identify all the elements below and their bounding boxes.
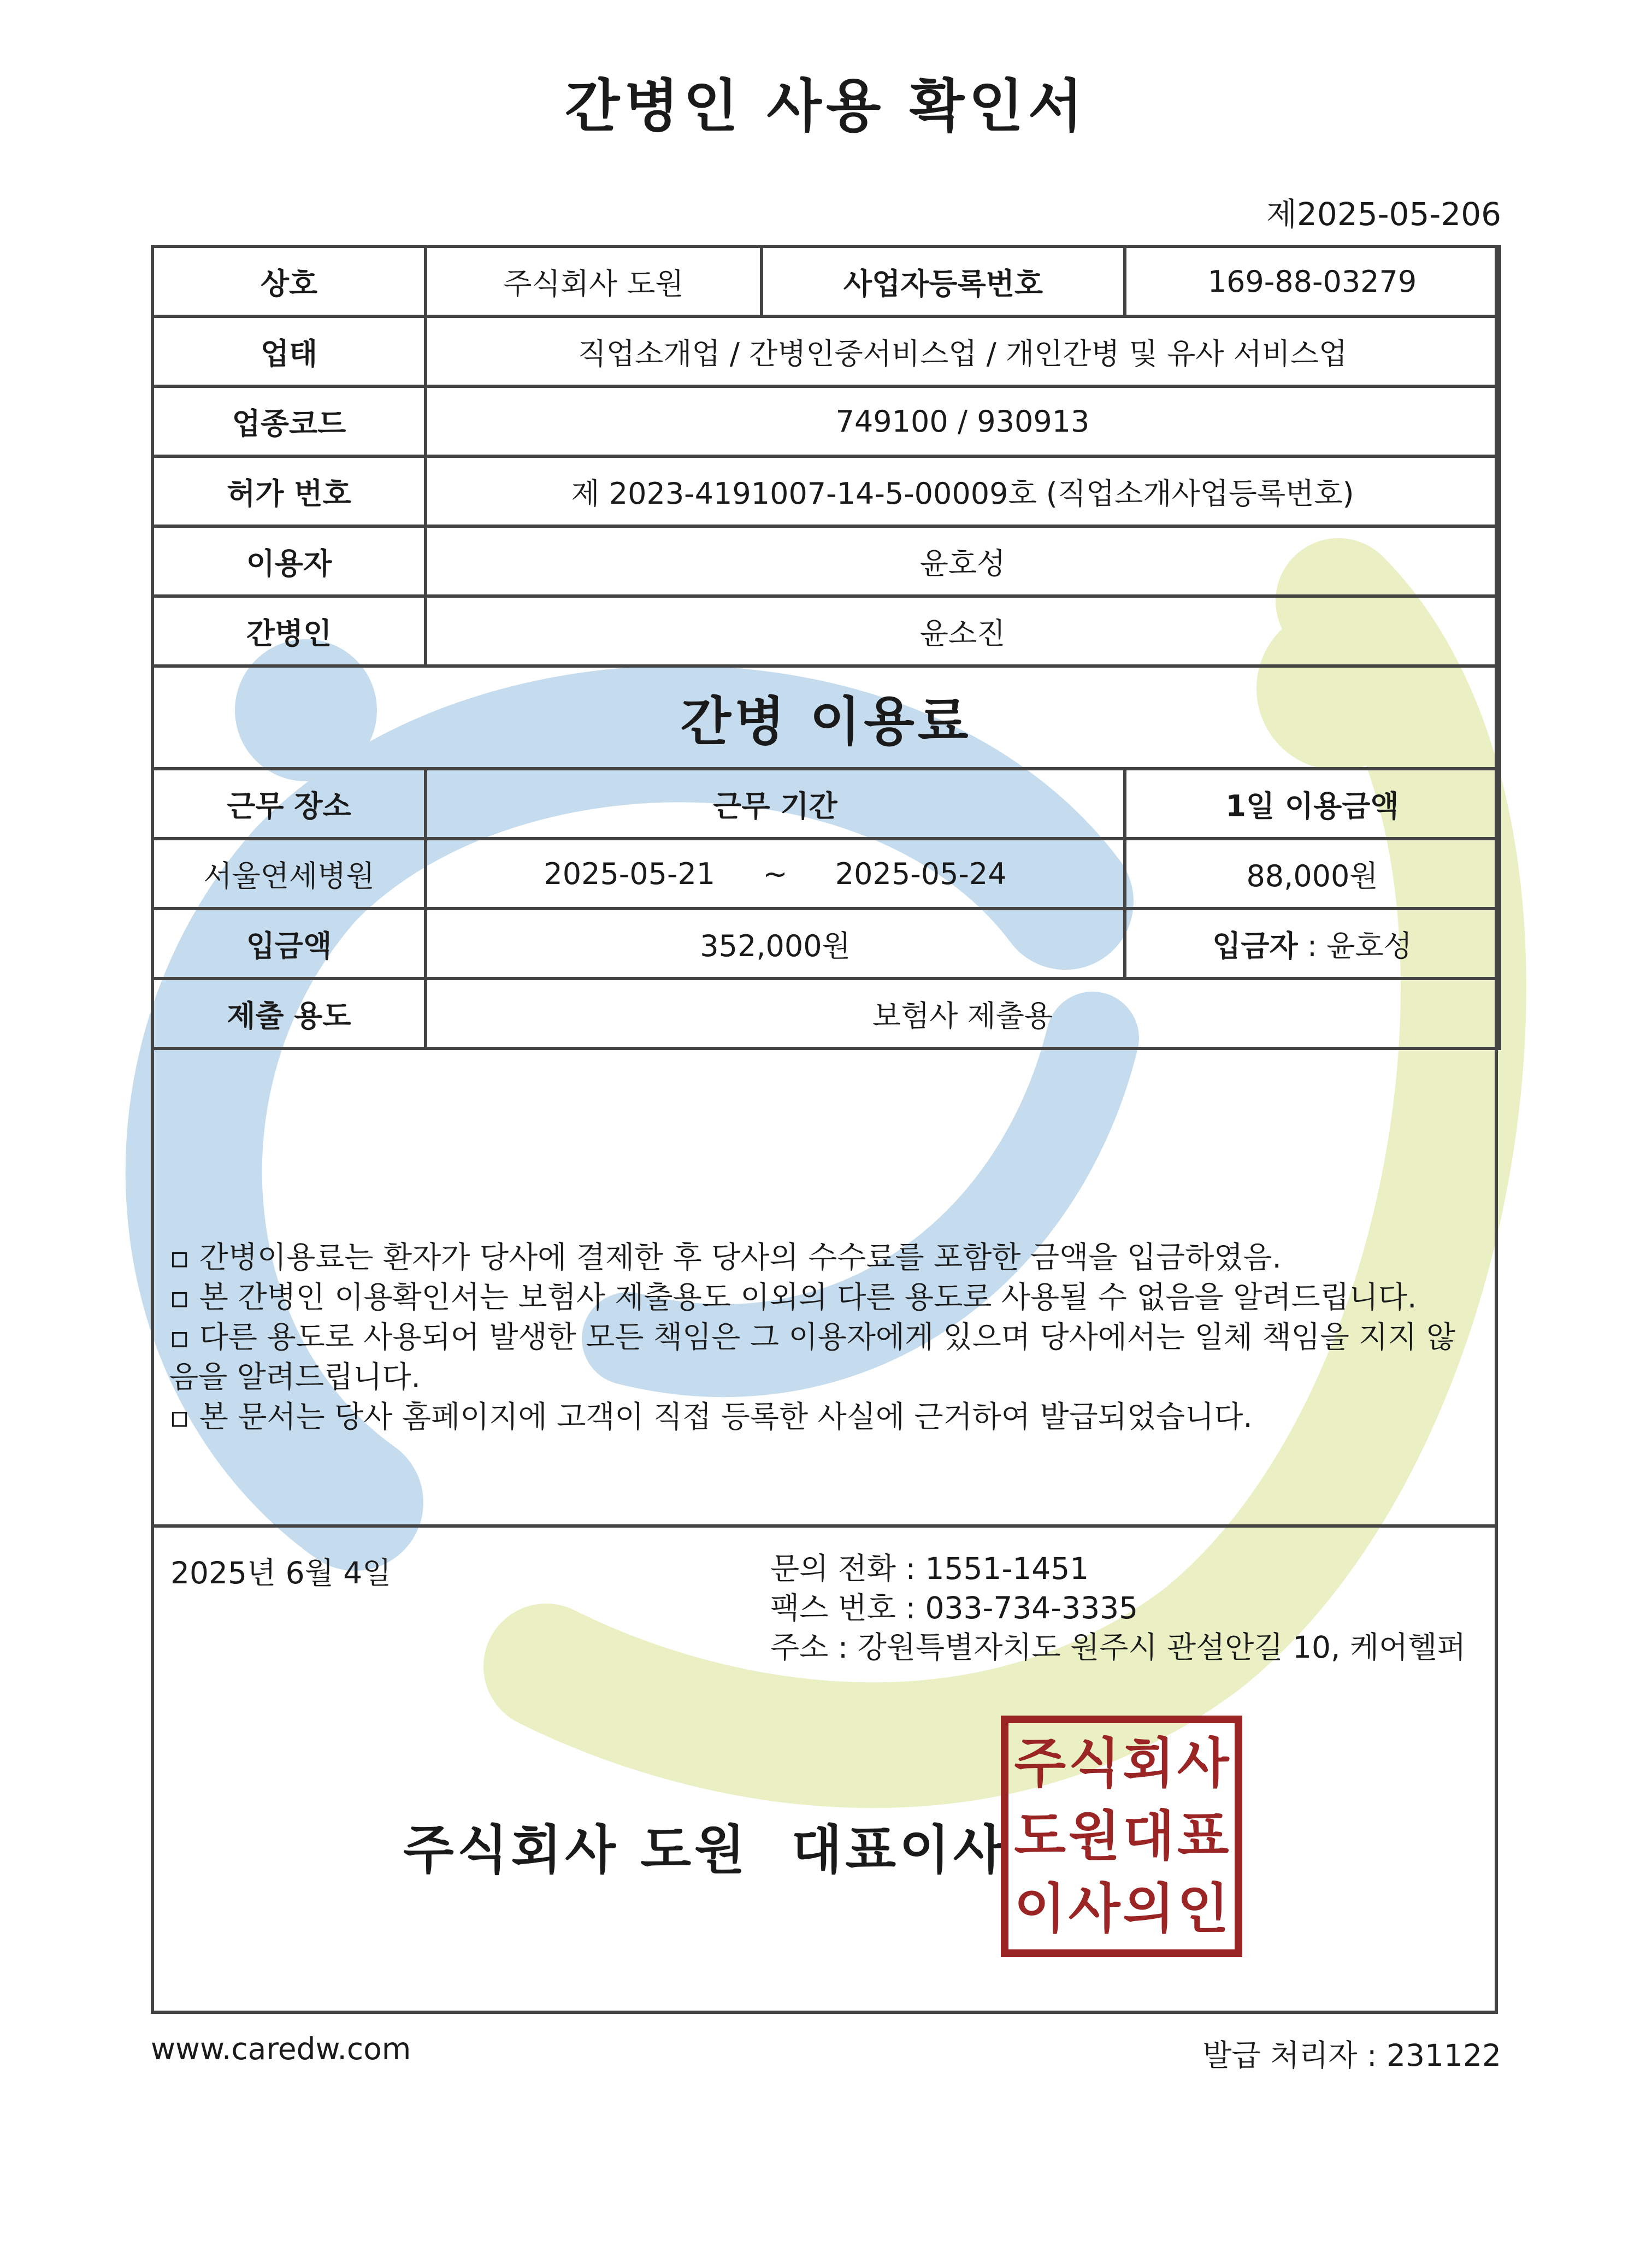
work-period-label: 근무 기간: [426, 769, 1125, 839]
fee-section-title: 간병 이용료: [152, 666, 1500, 769]
contact-fax: 팩스 번호 : 033-734-3335: [770, 1590, 1138, 1625]
depositor-cell: [1125, 909, 1500, 979]
permit-label: 허가 번호: [152, 456, 426, 526]
issuer-id: 발급 처리자 : 231122: [1202, 2038, 1501, 2073]
permit-value: 제 2023-4191007-14-5-00009호 (직업소개사업등록번호): [426, 456, 1500, 526]
seal-character: 대: [1123, 1804, 1175, 1867]
daily-fee-value: 88,000원: [1125, 839, 1500, 909]
note-item: ▫ 간병이용료는 환자가 당사에 결제한 후 당사의 수수료를 포함한 금액을 입금하였음.: [169, 1240, 1282, 1275]
depositor-separator: :: [1297, 928, 1327, 963]
seal-character: 사: [1177, 1732, 1229, 1795]
purpose-label: 제출 용도: [152, 979, 426, 1048]
business-type-label: 업태: [152, 316, 426, 386]
note-item: ▫ 본 간병인 이용확인서는 보험사 제출용도 이외의 다른 용도로 사용될 수 없음을 알려드립니다.: [169, 1280, 1417, 1315]
seal-character: 도: [1014, 1804, 1066, 1867]
notes-list: [169, 1238, 1480, 1437]
seal-character: 주: [1014, 1732, 1066, 1795]
contact-phone: 문의 전화 : 1551-1451: [770, 1551, 1089, 1586]
seal-character: 사: [1068, 1877, 1120, 1940]
company-name-value: 주식회사 도원: [426, 246, 762, 316]
seal-character: 회: [1123, 1732, 1175, 1795]
contact-address: 주소 : 강원특별자치도 원주시 관설안길 10, 케어헬퍼: [770, 1630, 1466, 1665]
business-type-value: 직업소개업 / 간병인중서비스업 / 개인간병 및 유사 서비스업: [426, 316, 1500, 386]
seal-character: 식: [1068, 1732, 1120, 1795]
seal-character: 표: [1177, 1804, 1229, 1867]
depositor-value: 윤호성: [1326, 928, 1412, 963]
caregiver-label: 간병인: [152, 596, 426, 666]
document-number: 제2025-05-206: [1266, 196, 1501, 233]
row-permit: [152, 456, 1500, 526]
daily-fee-label: 1일 이용금액: [1125, 769, 1500, 839]
industry-code-label: 업종코드: [152, 386, 426, 456]
registration-number-value: 169-88-03279: [1125, 246, 1500, 316]
work-period-value: [426, 839, 1125, 909]
seal-character: 이: [1014, 1877, 1066, 1940]
row-user: [152, 526, 1500, 596]
row-caregiver: [152, 596, 1500, 666]
seal-character: 의: [1123, 1877, 1175, 1940]
signer-name: 주식회사 도원 대표이사: [403, 1819, 1007, 1881]
period-separator: ~: [763, 856, 788, 891]
row-fee-headers: [152, 769, 1500, 839]
document-title: 간병인 사용 확인서: [564, 73, 1088, 139]
website-url: www.caredw.com: [151, 2031, 411, 2066]
period-end: 2025-05-24: [835, 856, 1007, 891]
row-business-type: [152, 316, 1500, 386]
row-purpose: [152, 979, 1500, 1048]
section-divider: [151, 1524, 1498, 1528]
row-industry-code: [152, 386, 1500, 456]
row-fee-values: [152, 839, 1500, 909]
row-deposit: [152, 909, 1500, 979]
period-start: 2025-05-21: [544, 856, 716, 891]
company-name-label: 상호: [152, 246, 426, 316]
company-seal: [1001, 1716, 1242, 1957]
user-label: 이용자: [152, 526, 426, 596]
deposit-label: 입금액: [152, 909, 426, 979]
seal-character: 원: [1068, 1804, 1120, 1867]
contact-info: [770, 1549, 1466, 1667]
purpose-value: 보험사 제출용: [426, 979, 1500, 1048]
work-place-value: 서울연세병원: [152, 839, 426, 909]
registration-number-label: 사업자등록번호: [762, 246, 1125, 316]
note-item: ▫ 다른 용도로 사용되어 발생한 모든 책임은 그 이용자에게 있으며 당사에서는 일체 책임을 지지 않음을 알려드립니다.: [169, 1319, 1456, 1394]
info-table: [151, 245, 1501, 1050]
issue-date: 2025년 6월 4일: [170, 1555, 392, 1590]
user-value: 윤호성: [426, 526, 1500, 596]
deposit-value: 352,000원: [426, 909, 1125, 979]
depositor-label: 입금자: [1212, 928, 1298, 963]
row-company: [152, 246, 1500, 316]
note-item: ▫ 본 문서는 당사 홈페이지에 고객이 직접 등록한 사실에 근거하여 발급되었습니다.: [169, 1399, 1253, 1434]
caregiver-value: 윤소진: [426, 596, 1500, 666]
row-fee-section: [152, 666, 1500, 769]
seal-character: 인: [1177, 1877, 1229, 1940]
industry-code-value: 749100 / 930913: [426, 386, 1500, 456]
work-place-label: 근무 장소: [152, 769, 426, 839]
